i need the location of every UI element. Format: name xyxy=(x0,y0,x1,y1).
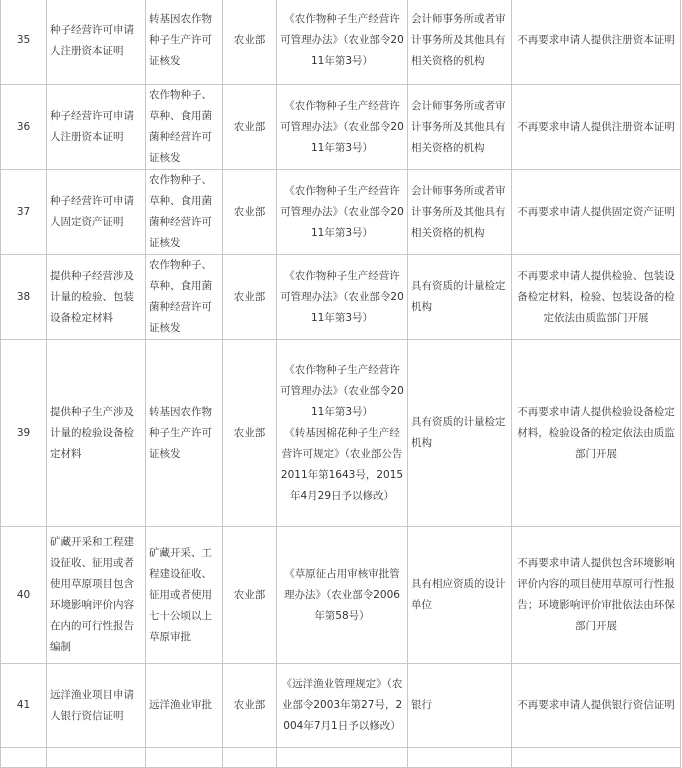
approval-item: 远洋渔业审批 xyxy=(146,664,223,748)
approval-item: 农作物种子、草种、食用菌菌种经营许可证核发 xyxy=(146,85,223,170)
issuing-body: 银行 xyxy=(408,664,512,748)
table-row xyxy=(1,85,681,170)
department: 农业部 xyxy=(223,0,277,85)
table-row xyxy=(1,170,681,255)
legal-basis-line: 《转基因棉花种子生产经营许可规定》（农业部公告2011年第1643号，2015年4月29日予以修改） xyxy=(280,426,404,502)
issuing-body: 具有资质的计量检定机构 xyxy=(408,255,512,340)
legal-basis: 《农作物种子生产经营许可管理办法》（农业部令2011年第3号） xyxy=(277,255,408,340)
legal-basis-line: 《农作物种子生产经营许可管理办法》（农业部令2011年第3号） xyxy=(280,363,404,418)
cleanup-measure xyxy=(512,748,681,768)
certificate-item: 提供种子经营涉及计量的检验、包装设备检定材料 xyxy=(47,255,146,340)
issuing-body: 会计师事务所或者审计事务所及其他具有相关资格的机构 xyxy=(408,85,512,170)
cleanup-measure: 不再要求申请人提供检验、包装设备检定材料，检验、包装设备的检定依法由质监部门开展 xyxy=(512,255,681,340)
department: 农业部 xyxy=(223,340,277,527)
certificate-item: 矿藏开采和工程建设征收、征用或者使用草原项目包含环境影响评价内容在内的可行性报告编制 xyxy=(47,527,146,664)
row-number: 39 xyxy=(1,340,47,527)
department: 农业部 xyxy=(223,664,277,748)
row-number: 40 xyxy=(1,527,47,664)
row-number: 38 xyxy=(1,255,47,340)
certificate-item: 种子经营许可申请人注册资本证明 xyxy=(47,85,146,170)
certificate-item: 提供种子生产涉及计量的检验设备检定材料 xyxy=(47,340,146,527)
table-row xyxy=(1,340,681,527)
issuing-body: 具有资质的计量检定机构 xyxy=(408,340,512,527)
approval-item: 矿藏开采、工程建设征收、征用或者使用七十公顷以上草原审批 xyxy=(146,527,223,664)
approval-item: 农作物种子、草种、食用菌菌种经营许可证核发 xyxy=(146,170,223,255)
department xyxy=(223,748,277,768)
legal-basis: 《农作物种子生产经营许可管理办法》（农业部令2011年第3号） xyxy=(277,170,408,255)
approval-item: 转基因农作物种子生产许可证核发 xyxy=(146,0,223,85)
certificate-item: 种子经营许可申请人固定资产证明 xyxy=(47,170,146,255)
certificate-item xyxy=(47,748,146,768)
cleanup-measure: 不再要求申请人提供银行资信证明 xyxy=(512,664,681,748)
row-number: 36 xyxy=(1,85,47,170)
cleanup-measure: 不再要求申请人提供固定资产证明 xyxy=(512,170,681,255)
table-row xyxy=(1,664,681,748)
cleanup-measure: 不再要求申请人提供注册资本证明 xyxy=(512,0,681,85)
legal-basis: 《远洋渔业管理规定》（农业部令2003年第27号，2004年7月1日予以修改） xyxy=(277,664,408,748)
table-row xyxy=(1,0,681,85)
department: 农业部 xyxy=(223,85,277,170)
issuing-body: 具有相应资质的设计单位 xyxy=(408,527,512,664)
issuing-body: 会计师事务所或者审计事务所及其他具有相关资格的机构 xyxy=(408,0,512,85)
approval-item: 转基因农作物种子生产许可证核发 xyxy=(146,340,223,527)
table-row xyxy=(1,748,681,768)
legal-basis: 《农作物种子生产经营许可管理办法》（农业部令2011年第3号） xyxy=(277,85,408,170)
table-row xyxy=(1,255,681,340)
issuing-body xyxy=(408,748,512,768)
certificate-item: 远洋渔业项目申请人银行资信证明 xyxy=(47,664,146,748)
cleanup-measure: 不再要求申请人提供检验设备检定材料，检验设备的检定依法由质监部门开展 xyxy=(512,340,681,527)
approval-item xyxy=(146,748,223,768)
row-number: 41 xyxy=(1,664,47,748)
department: 农业部 xyxy=(223,170,277,255)
legal-basis: 《草原征占用审核审批管理办法》（农业部令2006年第58号） xyxy=(277,527,408,664)
issuing-body: 会计师事务所或者审计事务所及其他具有相关资格的机构 xyxy=(408,170,512,255)
cleanup-measure: 不再要求申请人提供包含环境影响评价内容的项目使用草原可行性报告；环境影响评价审批依法由环保部门开展 xyxy=(512,527,681,664)
row-number: 37 xyxy=(1,170,47,255)
certificate-item: 种子经营许可申请人注册资本证明 xyxy=(47,0,146,85)
legal-basis: 《农作物种子生产经营许可管理办法》（农业部令2011年第3号） xyxy=(277,0,408,85)
table-row xyxy=(1,527,681,664)
cleanup-measure: 不再要求申请人提供注册资本证明 xyxy=(512,85,681,170)
legal-basis xyxy=(277,748,408,768)
legal-basis xyxy=(277,340,408,527)
row-number xyxy=(1,748,47,768)
department: 农业部 xyxy=(223,255,277,340)
row-number: 35 xyxy=(1,0,47,85)
department: 农业部 xyxy=(223,527,277,664)
approval-item: 农作物种子、草种、食用菌菌种经营许可证核发 xyxy=(146,255,223,340)
